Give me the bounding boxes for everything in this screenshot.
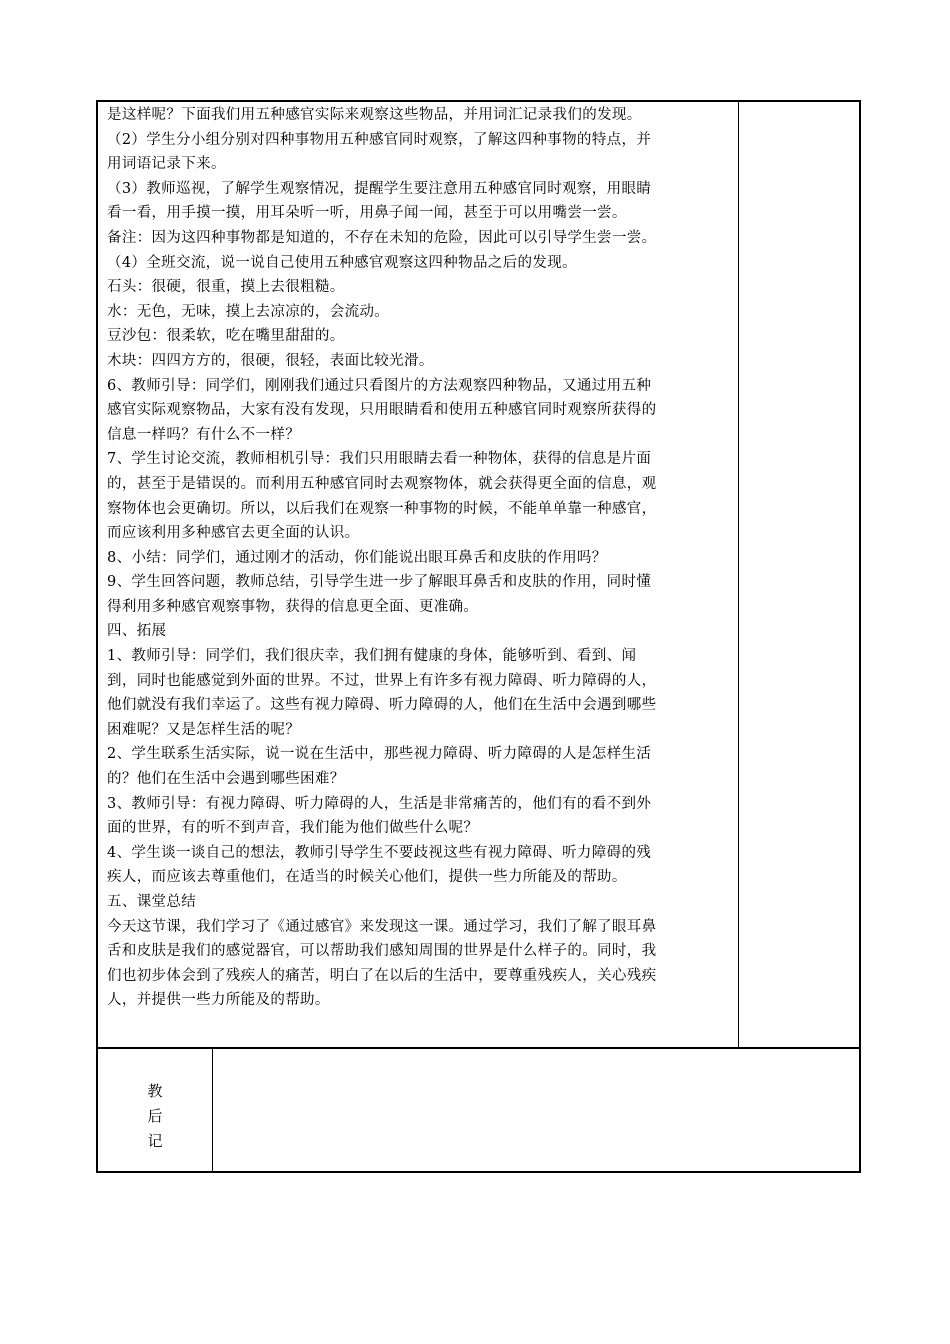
text-line: 信息一样吗？有什么不一样？ <box>107 426 301 443</box>
text-line: 石头：很硬，很重，摸上去很粗糙。 <box>107 279 345 296</box>
text-line: 面的世界，有的听不到声音，我们能为他们做些什么呢？ <box>107 820 479 837</box>
text-line: 8、小结：同学们，通过刚才的活动，你们能说出眼耳鼻舌和皮肤的作用吗？ <box>107 549 607 566</box>
text-line: 五、课堂总结 <box>107 894 197 910</box>
text-line: 们也初步体会到了残疾人的痛苦，明白了在以后的生活中，要尊重残疾人，关心残疾 <box>107 967 657 984</box>
text-line: 舌和皮肤是我们的感觉器官，可以帮助我们感知周围的世界是什么样子的。同时，我 <box>107 943 657 960</box>
text-line: 而应该利用多种感官去更全面的认识。 <box>107 525 360 542</box>
text-line: 的，甚至于是错误的。而利用五种感官同时去观察物体，就会获得更全面的信息，观 <box>107 475 657 492</box>
text-line: 察物体也会更确切。所以，以后我们在观察一种事物的时候，不能单单靠一种感官， <box>107 500 657 517</box>
text-line: 感官实际观察物品，大家有没有发现，只用眼睛看和使用五种感官同时观察所获得的 <box>107 402 657 419</box>
text-line: 2、学生联系生活实际，说一说在生活中，那些视力障碍、听力障碍的人是怎样生活 <box>107 746 652 763</box>
text-line: 1、教师引导：同学们，我们很庆幸，我们拥有健康的身体，能够听到、看到、闻 <box>107 648 637 665</box>
text-line: 看一看，用手摸一摸，用耳朵听一听，用鼻子闻一闻，甚至于可以用嘴尝一尝。 <box>107 205 627 222</box>
text-line: 4、学生谈一谈自己的想法，教师引导学生不要歧视这些有视力障碍、听力障碍的残 <box>107 844 652 861</box>
lesson-plan-table <box>96 100 861 1173</box>
reflection-label-char: 记 <box>147 1132 163 1150</box>
lesson-content-cell <box>98 102 739 1049</box>
text-line: 是这样呢？下面我们用五种感官实际来观察这些物品，并用词汇记录我们的发现。 <box>107 107 642 123</box>
text-line: 用词语记录下来。 <box>107 156 226 173</box>
text-line: 到，同时也能感觉到外面的世界。不过，世界上有许多有视力障碍、听力障碍的人， <box>107 672 657 689</box>
text-line: 疾人，而应该去尊重他们，在适当的时候关心他们，提供一些力所能及的帮助。 <box>107 869 627 886</box>
text-line: 他们就没有我们幸运了。这些有视力障碍、听力障碍的人，他们在生活中会遇到哪些 <box>107 697 657 714</box>
text-line: 木块：四四方方的，很硬，很轻，表面比较光滑。 <box>107 352 434 369</box>
reflection-label-char: 后 <box>147 1107 163 1125</box>
text-line: 得利用多种感官观察事物，获得的信息更全面、更准确。 <box>107 598 479 615</box>
text-line: 困难呢？又是怎样生活的呢？ <box>107 721 301 738</box>
text-line: 人，并提供一些力所能及的帮助。 <box>107 992 330 1009</box>
text-line: （2）学生分小组分别对四种事物用五种感官同时观察，了解这四种事物的特点，并 <box>107 131 652 148</box>
text-line: 备注：因为这四种事物都是知道的，不存在未知的危险，因此可以引导学生尝一尝。 <box>107 229 657 246</box>
text-line: 四、拓展 <box>107 623 167 640</box>
text-line: 的？他们在生活中会遇到哪些困难？ <box>107 771 345 788</box>
text-line: 3、教师引导：有视力障碍、听力障碍的人，生活是非常痛苦的，他们有的看不到外 <box>107 795 652 812</box>
notes-column-cell <box>739 102 859 1049</box>
text-line: 6、教师引导：同学们，刚刚我们通过只看图片的方法观察四种物品，又通过用五种 <box>107 377 652 394</box>
text-line: 9、学生回答问题，教师总结，引导学生进一步了解眼耳鼻舌和皮肤的作用，同时懂 <box>107 574 652 591</box>
text-line: （3）教师巡视，了解学生观察情况，提醒学生要注意用五种感官同时观察，用眼睛 <box>107 180 652 197</box>
reflection-label <box>98 1079 212 1154</box>
text-line: 7、学生讨论交流，教师相机引导：我们只用眼睛去看一种物体，获得的信息是片面 <box>107 451 652 468</box>
reflection-content-cell <box>213 1049 859 1171</box>
text-line: 水：无色，无味，摸上去凉凉的，会流动。 <box>107 303 390 320</box>
text-line: 豆沙包：很柔软，吃在嘴里甜甜的。 <box>107 328 345 345</box>
text-line: 今天这节课，我们学习了《通过感官》来发现这一课。通过学习，我们了解了眼耳鼻 <box>107 918 657 935</box>
reflection-label-cell <box>98 1049 213 1171</box>
text-line: （4）全班交流，说一说自己使用五种感官观察这四种物品之后的发现。 <box>107 254 577 271</box>
reflection-label-char: 教 <box>147 1082 163 1100</box>
